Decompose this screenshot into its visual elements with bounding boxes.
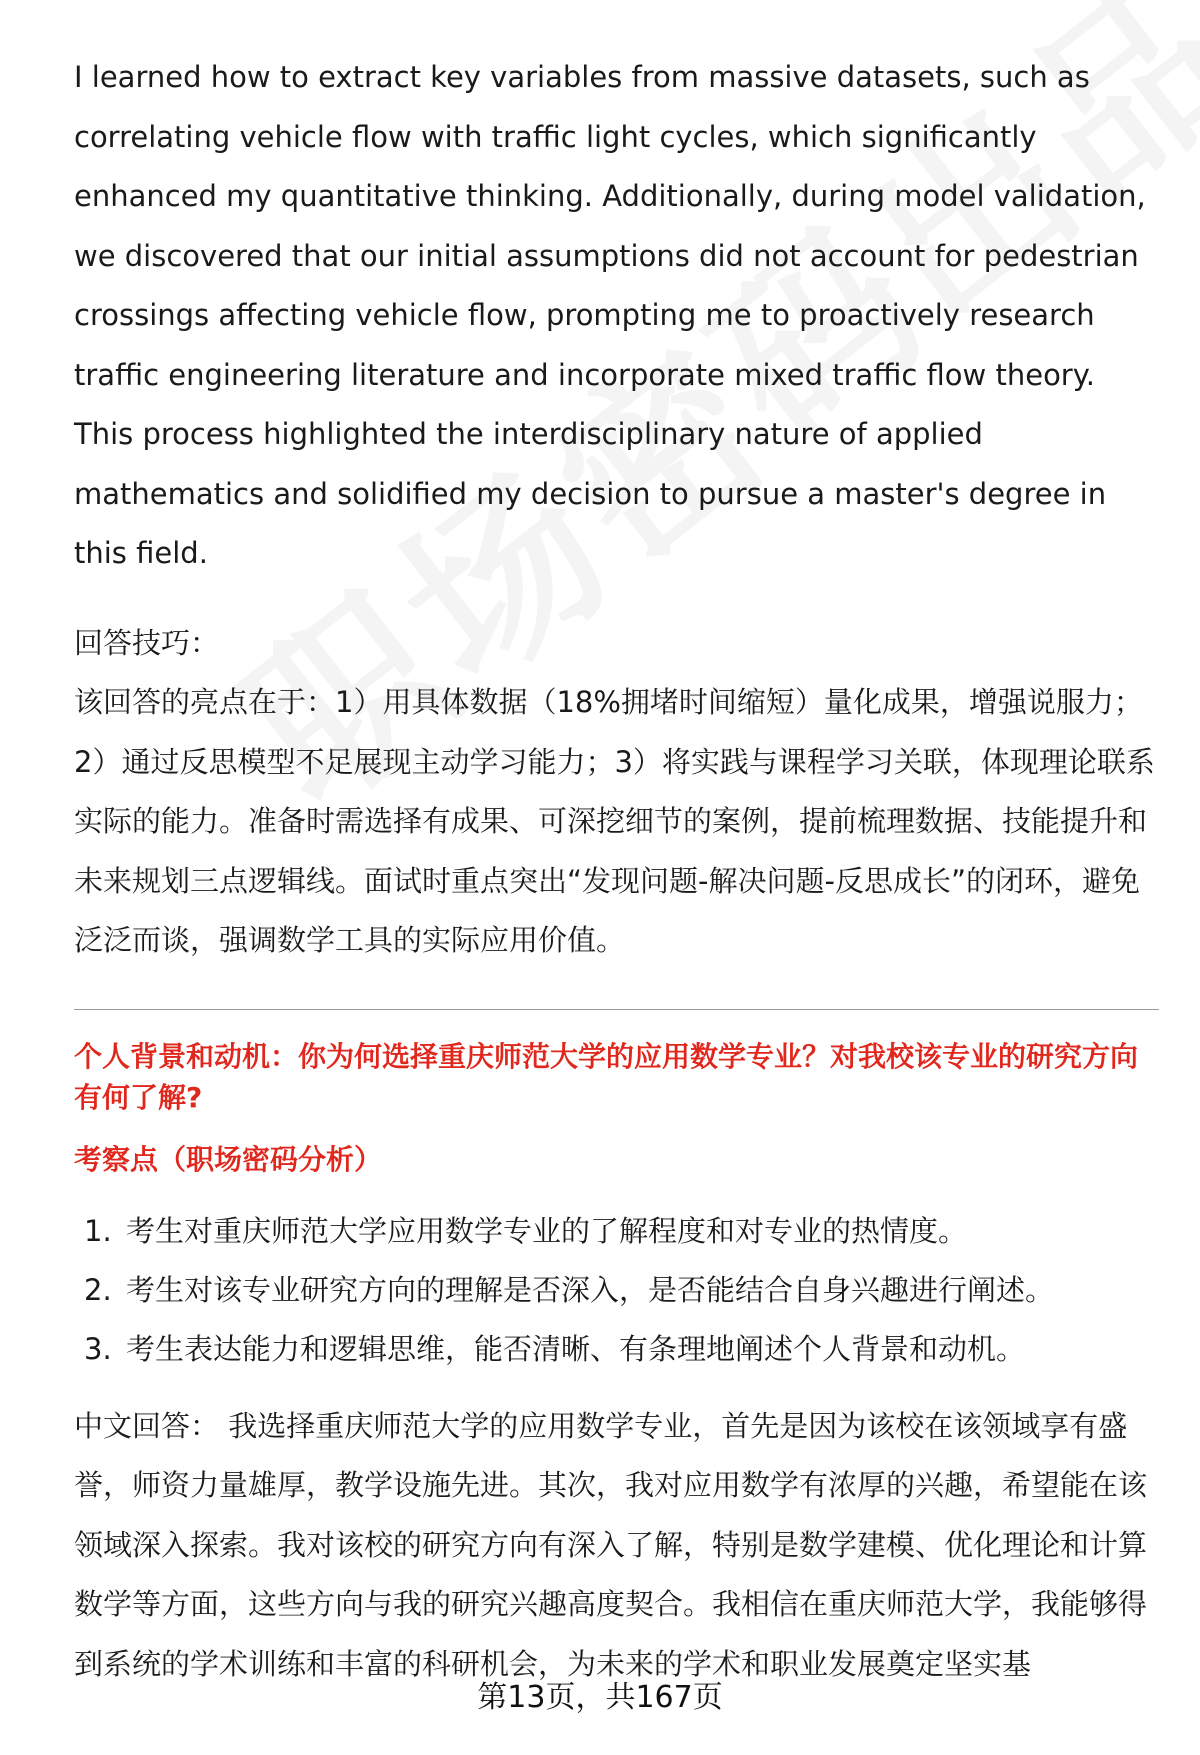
chinese-answer: 中文回答： 我选择重庆师范大学的应用数学专业，首先是因为该校在该领域享有盛誉，师资力量雄厚，教学设施先进。其次，我对应用数学有浓厚的兴趣，希望能在该领域深入探索。我对该校的研究方向有深入了解，特别是数学建模、优化理论和计算数学等方面，这些方向与我的研究兴趣高度契合。我相信在重庆师范大学，我能够得到系统的学术训练和丰富的科研机会，为未来的学术和职业发展奠定坚实基: [74, 1408, 1148, 1681]
list-item-text: 考生对重庆师范大学应用数学专业的了解程度和对专业的热情度。: [126, 1213, 968, 1248]
list-item-number: 1.: [84, 1213, 112, 1248]
list-item-number: 3.: [84, 1331, 112, 1366]
focus-title: 考察点（职场密码分析）: [74, 1142, 383, 1176]
focus-points-list: [74, 1202, 1159, 1379]
list-item: [74, 1261, 1159, 1320]
list-item-text: 考生对该专业研究方向的理解是否深入，是否能结合自身兴趣进行阐述。: [126, 1272, 1055, 1307]
list-item: [74, 1320, 1159, 1379]
tips-body: 该回答的亮点在于：1）用具体数据（18%拥堵时间缩短）量化成果，增强说服力；2）通过反思模型不足展现主动学习能力；3）将实践与课程学习关联，体现理论联系实际的能力。准备时需选择有成果、可深挖细节的案例，提前梳理数据、技能提升和未来规划三点逻辑线。面试时重点突出“发现问题-解决问题-反思成长”的闭环，避免泛泛而谈，强调数学工具的实际应用价值。: [74, 685, 1155, 957]
intro-paragraph: I learned how to extract key variables from massive datasets, such as correlating vehicle flow with traffic light cycles, which significantly enhanced my quantitative thinking. Additionally, during model validation, we discovered that our initial assumptions did not account for pedestrian crossings affecting vehicle flow, prompting me to proactively research traffic engineering literature and incorporate mixed traffic flow theory. This process highlighted the interdisciplinary nature of applied mathematics and solidified my decision to pursue a master's degree in this field.: [74, 60, 1146, 570]
list-item-text: 考生表达能力和逻辑思维，能否清晰、有条理地阐述个人背景和动机。: [126, 1331, 1026, 1366]
page-number: 第13页，共167页: [477, 1680, 723, 1715]
section-divider: [74, 1009, 1159, 1010]
list-item-number: 2.: [84, 1272, 112, 1307]
tips-title: 回答技巧：: [74, 625, 220, 660]
list-item: [74, 1202, 1159, 1261]
question-title: 个人背景和动机：你为何选择重庆师范大学的应用数学专业？对我校该专业的研究方向有何了解?: [74, 1039, 1139, 1114]
page-content: [74, 48, 1159, 1694]
